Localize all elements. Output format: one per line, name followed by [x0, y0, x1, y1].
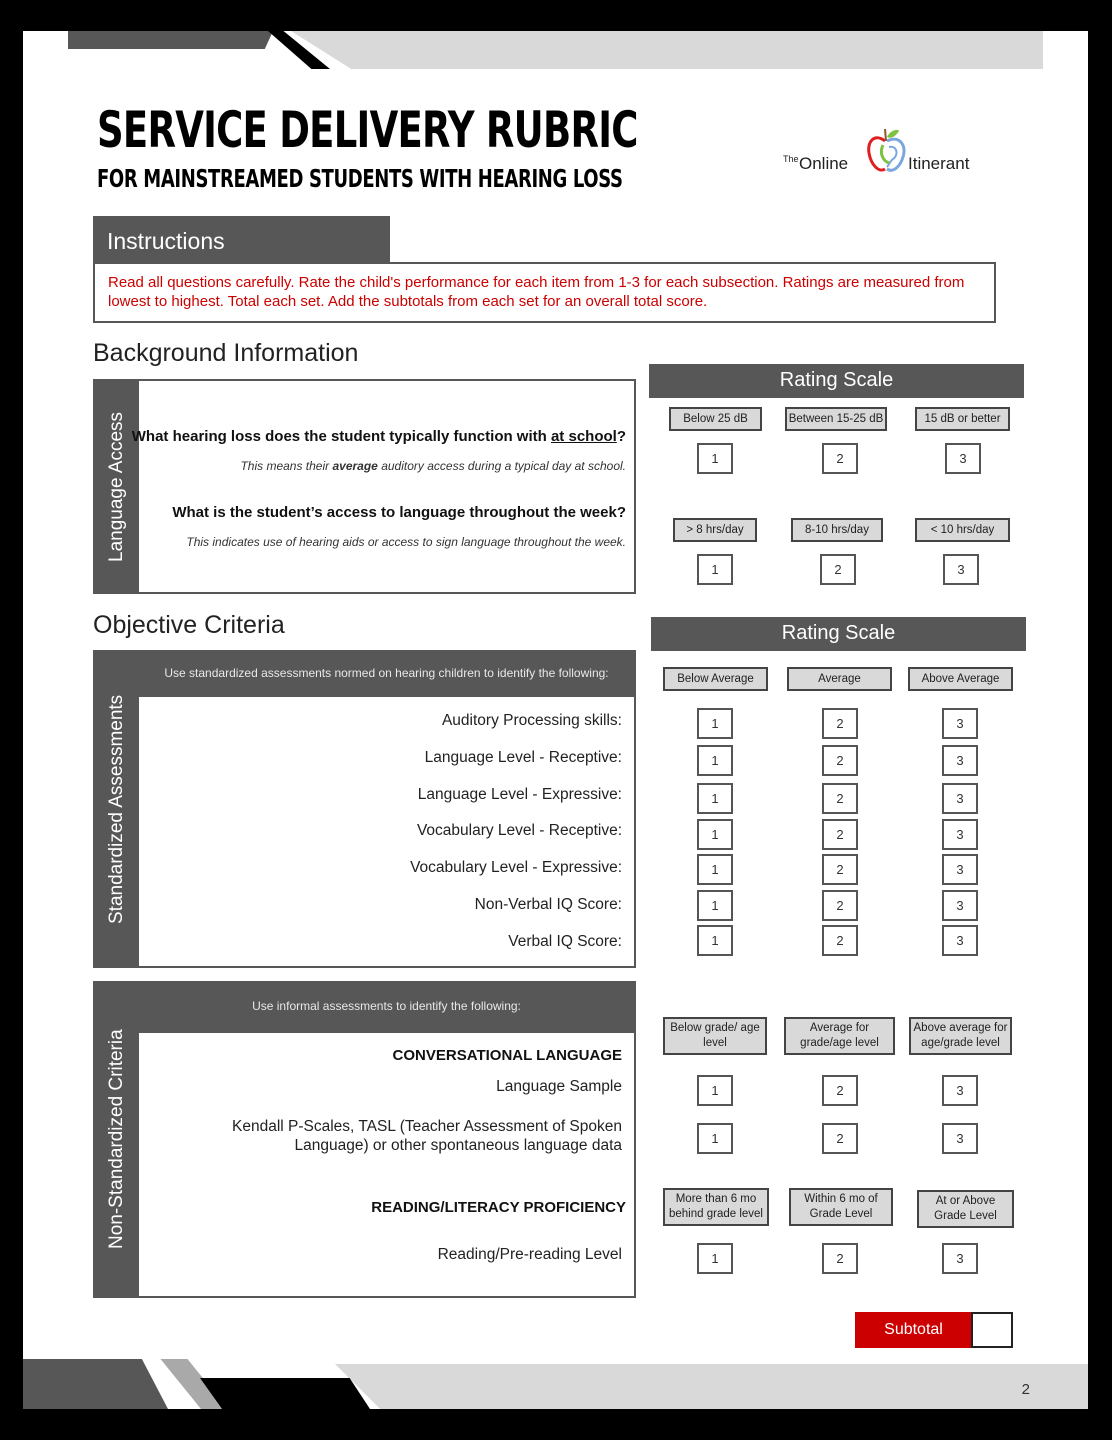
item-kendall-tasl: Kendall P-Scales, TASL (Teacher Assessment of Spoken Language) or other spontaneous language data: [232, 1118, 622, 1154]
rating-scale-header: Rating Scale: [649, 364, 1024, 398]
rating-option-1[interactable]: 1: [697, 443, 733, 474]
rating-scale-header: Rating Scale: [651, 617, 1026, 651]
logo-online: Online: [799, 154, 849, 173]
language-access-box: [93, 379, 636, 594]
subtotal-input[interactable]: [971, 1312, 1013, 1348]
rating-option-3[interactable]: 3: [942, 890, 978, 921]
rating-option-3[interactable]: 3: [945, 443, 981, 474]
rating-option-2[interactable]: 2: [822, 890, 858, 921]
rating-option-2[interactable]: 2: [822, 1243, 858, 1274]
page-number: 2: [1021, 1381, 1030, 1398]
scale-label-above-average: Above Average: [908, 667, 1013, 691]
scale-label-lt-10hrs: < 10 hrs/day: [915, 518, 1010, 542]
objective-heading: Objective Criteria: [93, 611, 285, 639]
item-language-sample: Language Sample: [496, 1078, 622, 1095]
rating-option-2[interactable]: 2: [820, 554, 856, 585]
item-auditory-processing: Auditory Processing skills:: [441, 712, 622, 729]
rating-option-3[interactable]: 3: [943, 554, 979, 585]
rating-option-2[interactable]: 2: [822, 819, 858, 850]
rubric-page: [23, 31, 1088, 1409]
background-heading: Background Information: [93, 339, 359, 367]
scale-label-below-25db: Below 25 dB: [669, 407, 762, 431]
standardized-note: Use standardized assessments normed on hearing children to identify the following:: [164, 666, 609, 680]
scale-label-average-grade: Average for grade/age level: [784, 1017, 895, 1055]
non-standardized-box: [93, 981, 636, 1298]
rating-option-2[interactable]: 2: [822, 1075, 858, 1106]
reading-literacy-caption: READING/LITERACY PROFICIENCY: [371, 1199, 626, 1216]
scale-label-below-average: Below Average: [663, 667, 768, 691]
scale-label-gt-8hrs: > 8 hrs/day: [673, 518, 757, 542]
hearing-loss-note: This means their average auditory access during a typical day at school.: [240, 459, 626, 473]
page-title: SERVICE DELIVERY RUBRIC: [97, 101, 638, 159]
rating-option-3[interactable]: 3: [942, 783, 978, 814]
rating-option-1[interactable]: 1: [697, 890, 733, 921]
rating-option-3[interactable]: 3: [942, 854, 978, 885]
rating-option-1[interactable]: 1: [697, 554, 733, 585]
rating-option-2[interactable]: 2: [822, 1123, 858, 1154]
top-banner-light: [291, 31, 1043, 69]
rating-option-1[interactable]: 1: [697, 708, 733, 739]
standardized-assessments-label: Standardized Assessments: [106, 694, 127, 924]
scale-label-average: Average: [787, 667, 892, 691]
apple-ear-icon: [865, 127, 909, 177]
rating-option-3[interactable]: 3: [942, 1243, 978, 1274]
bottom-banner-light: [335, 1364, 1088, 1409]
rating-option-1[interactable]: 1: [697, 1123, 733, 1154]
item-language-expressive: Language Level - Expressive:: [417, 786, 622, 803]
rating-option-1[interactable]: 1: [697, 745, 733, 776]
item-nonverbal-iq: Non-Verbal IQ Score:: [474, 896, 622, 913]
language-access-note: This indicates use of hearing aids or access to sign language throughout the week.: [186, 535, 626, 549]
standardized-assessments-box: [93, 650, 636, 968]
logo-the: The: [783, 154, 799, 164]
instructions-title: Instructions: [93, 216, 390, 264]
rating-option-2[interactable]: 2: [822, 745, 858, 776]
scale-label-15-25db: Between 15-25 dB: [785, 407, 887, 431]
rating-option-2[interactable]: 2: [822, 783, 858, 814]
bottom-banner-dark: [23, 1359, 168, 1409]
scale-label-above-grade: Above average for age/grade level: [909, 1017, 1012, 1055]
rating-option-3[interactable]: 3: [942, 925, 978, 956]
rating-option-2[interactable]: 2: [822, 443, 858, 474]
scale-label-8-10hrs: 8-10 hrs/day: [791, 518, 883, 542]
rating-option-2[interactable]: 2: [822, 854, 858, 885]
online-itinerant-logo: [783, 127, 983, 183]
scale-label-at-above-grade: At or Above Grade Level: [917, 1190, 1014, 1228]
item-reading-level: Reading/Pre-reading Level: [437, 1246, 622, 1263]
rating-option-1[interactable]: 1: [697, 819, 733, 850]
bottom-banner-black: [200, 1378, 370, 1409]
conversational-language-caption: CONVERSATIONAL LANGUAGE: [392, 1047, 622, 1064]
rating-option-3[interactable]: 3: [942, 745, 978, 776]
scale-label-behind-6mo: More than 6 mo behind grade level: [663, 1188, 769, 1226]
page-subtitle: FOR MAINSTREAMED STUDENTS WITH HEARING LOSS: [97, 164, 623, 193]
rating-option-3[interactable]: 3: [942, 1075, 978, 1106]
logo-itinerant: Itinerant: [908, 154, 970, 173]
language-access-label: Language Access: [106, 411, 127, 562]
rating-option-1[interactable]: 1: [697, 1075, 733, 1106]
scale-label-below-grade: Below grade/ age level: [663, 1017, 767, 1055]
top-banner-dark: [68, 31, 273, 49]
rating-option-1[interactable]: 1: [697, 925, 733, 956]
language-access-question: What is the student’s access to language throughout the week?: [172, 504, 626, 521]
item-vocabulary-receptive: Vocabulary Level - Receptive:: [416, 822, 622, 839]
rating-option-2[interactable]: 2: [822, 925, 858, 956]
subtotal-label: Subtotal: [855, 1312, 972, 1348]
rating-option-3[interactable]: 3: [942, 819, 978, 850]
rating-option-2[interactable]: 2: [822, 708, 858, 739]
hearing-loss-question: What hearing loss does the student typically function with at school?: [131, 428, 626, 445]
item-language-receptive: Language Level - Receptive:: [424, 749, 622, 766]
rating-option-3[interactable]: 3: [942, 708, 978, 739]
item-verbal-iq: Verbal IQ Score:: [508, 933, 622, 950]
scale-label-15db-better: 15 dB or better: [915, 407, 1010, 431]
non-standardized-label: Non-Standardized Criteria: [106, 1029, 127, 1250]
rating-option-3[interactable]: 3: [942, 1123, 978, 1154]
item-vocabulary-expressive: Vocabulary Level - Expressive:: [410, 859, 622, 876]
rating-option-1[interactable]: 1: [697, 1243, 733, 1274]
rating-option-1[interactable]: 1: [697, 854, 733, 885]
scale-label-within-6mo: Within 6 mo of Grade Level: [789, 1188, 893, 1226]
rating-option-1[interactable]: 1: [697, 783, 733, 814]
instructions-text: Read all questions carefully. Rate the child's performance for each item from 1-3 for each subsection. Ratings are measured from lowest to highest. Total each set. Add the subtotals from each set for an overall total score.: [93, 262, 996, 323]
non-standardized-note: Use informal assessments to identify the following:: [252, 999, 521, 1013]
